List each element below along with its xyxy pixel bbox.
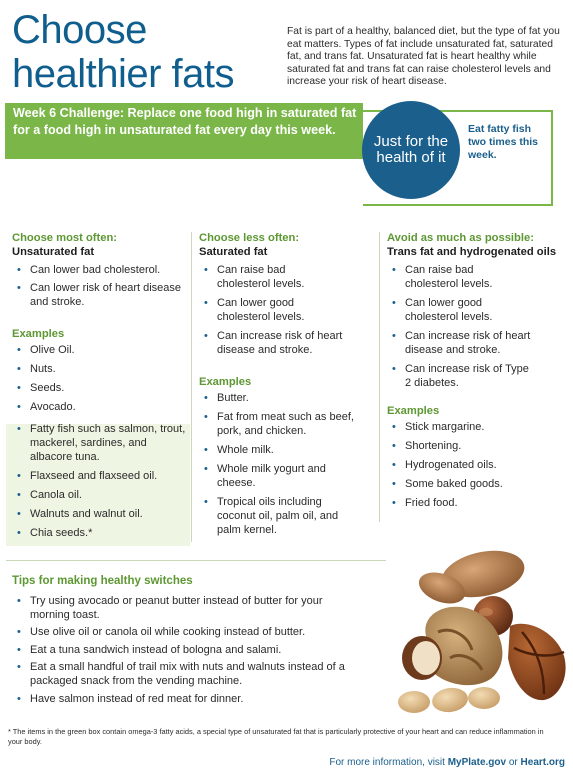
column-subheading: Saturated fat <box>199 246 268 258</box>
pecan-icon <box>508 624 566 700</box>
bullet-icon: • <box>17 626 21 639</box>
list-item: • Some baked goods. <box>392 478 503 490</box>
benefit-list <box>387 263 547 390</box>
list-item: • Fried food. <box>392 497 458 509</box>
examples-list <box>199 391 359 537</box>
bullet-icon: • <box>17 470 21 482</box>
health-badge <box>362 101 460 199</box>
list-item: • Use olive oil or canola oil while cooking instead of butter. <box>17 626 306 639</box>
intro-paragraph: Fat is part of a healthy, balanced diet, but the type of fat you eat matters. Types of fat include unsaturated fat, saturated fat, and trans fat. Unsaturated fat is heart healthy while saturated fat and trans fat can raise cholesterol levels and increase your risk of heart disease. <box>287 26 560 88</box>
bullet-icon: • <box>17 595 21 607</box>
list-item: • Can increase risk of heart disease and stroke. <box>392 330 531 356</box>
bullet-icon: • <box>204 264 208 276</box>
bullet-icon: • <box>392 421 396 433</box>
more-info-line: For more information, visit MyPlate.gov or Heart.org <box>329 757 565 768</box>
list-item: • Eat a small handful of trail mix with nuts and walnuts instead of a packaged snack from the vending machine. <box>17 661 345 687</box>
examples-heading: Examples <box>12 328 65 340</box>
bullet-icon: • <box>392 297 396 309</box>
list-item: • Tropical oils including coconut oil, palm oil, and palm kernel. <box>204 496 339 536</box>
bullet-icon: • <box>204 496 208 508</box>
bullet-icon: • <box>204 297 208 309</box>
bullet-icon: • <box>204 463 208 475</box>
list-item: • Can increase risk of Type 2 diabetes. <box>392 363 529 389</box>
bullet-icon: • <box>204 392 208 404</box>
fish-tip: Eat fatty fish two times this week. <box>468 123 539 161</box>
list-item: • Avocado. <box>17 401 76 413</box>
list-item: • Can lower good cholesterol levels. <box>392 297 493 323</box>
bullet-icon: • <box>17 423 21 435</box>
list-item: • Canola oil. <box>17 489 82 501</box>
nuts-illustration <box>398 540 573 716</box>
examples-list <box>12 343 190 540</box>
tips-list <box>12 595 352 710</box>
list-item: • Try using avocado or peanut butter instead of butter for your morning toast. <box>17 595 323 621</box>
almond-icon <box>415 544 529 610</box>
bullet-icon: • <box>392 330 396 342</box>
list-item: • Olive Oil. <box>17 344 75 356</box>
column-heading: Avoid as much as possible: <box>387 232 534 244</box>
list-item: • Can lower good cholesterol levels. <box>204 297 305 323</box>
examples-list <box>387 420 567 510</box>
bullet-icon: • <box>17 382 21 394</box>
list-item: • Whole milk yogurt and cheese. <box>204 463 326 489</box>
bullet-icon: • <box>392 264 396 276</box>
list-item: • Stick margarine. <box>392 421 485 433</box>
column-saturated <box>199 232 379 542</box>
health-badge-text: Just for the health of it <box>373 133 449 166</box>
list-item: • Can increase risk of heart disease and stroke. <box>204 330 343 356</box>
examples-heading: Examples <box>199 376 252 388</box>
column-heading: Choose most often: <box>12 232 118 244</box>
bullet-icon: • <box>17 282 21 294</box>
column-subheading: Trans fat and hydrogenated oils <box>387 246 557 258</box>
bullet-icon: • <box>392 478 396 490</box>
examples-heading: Examples <box>387 405 440 417</box>
list-item: • Nuts. <box>17 363 56 375</box>
bullet-icon: • <box>17 363 21 375</box>
bullet-icon: • <box>392 440 396 452</box>
list-item: • Chia seeds.* <box>17 527 93 539</box>
bullet-icon: • <box>17 661 21 674</box>
page-title: Choose healthier fats <box>12 8 235 96</box>
bullet-icon: • <box>204 444 208 456</box>
heart-org-link[interactable]: Heart.org <box>520 757 565 768</box>
challenge-banner: Week 6 Challenge: Replace one food high in saturated fat for a food high in unsaturated fat every day this week. <box>5 103 363 159</box>
myplate-link[interactable]: MyPlate.gov <box>447 757 507 768</box>
benefit-list <box>199 263 343 357</box>
bullet-icon: • <box>17 264 21 276</box>
bullet-icon: • <box>17 489 21 501</box>
peanut-icon <box>398 686 500 715</box>
footnote: * The items in the green box contain omega-3 fatty acids, a special type of unsaturated fat that is particularly protective of your heart and can reduce inflammation in your body. <box>8 727 544 746</box>
list-item: • Can lower risk of heart disease and stroke. <box>17 282 182 308</box>
bullet-icon: • <box>17 508 21 520</box>
list-item: • Seeds. <box>17 382 65 394</box>
list-item: • Flaxseed and flaxseed oil. <box>17 470 158 482</box>
column-unsaturated <box>12 232 190 545</box>
section-divider <box>6 560 386 561</box>
list-item: • Can lower bad cholesterol. <box>17 264 161 276</box>
column-trans-fat <box>387 232 567 515</box>
bullet-icon: • <box>204 330 208 342</box>
column-subheading: Unsaturated fat <box>12 246 95 258</box>
bullet-icon: • <box>204 411 208 423</box>
list-item: • Fat from meat such as beef, pork, and chicken. <box>204 411 354 437</box>
list-item: • Whole milk. <box>204 444 274 456</box>
list-item: • Can raise bad cholesterol levels. <box>392 264 493 290</box>
bullet-icon: • <box>392 459 396 471</box>
list-item: • Have salmon instead of red meat for dinner. <box>17 692 244 705</box>
bullet-icon: • <box>17 527 21 539</box>
bullet-icon: • <box>392 363 396 375</box>
bullet-icon: • <box>392 497 396 509</box>
bullet-icon: • <box>17 643 21 656</box>
list-item: • Shortening. <box>392 440 462 452</box>
benefit-list <box>12 263 190 309</box>
list-item: • Can raise bad cholesterol levels. <box>204 264 305 290</box>
list-item: • Fatty fish such as salmon, trout, mackerel, sardines, and albacore tuna. <box>17 423 186 463</box>
bullet-icon: • <box>17 344 21 356</box>
list-item: • Butter. <box>204 392 249 404</box>
tips-heading: Tips for making healthy switches <box>12 575 193 587</box>
column-divider <box>191 232 192 542</box>
bullet-icon: • <box>17 692 21 705</box>
list-item: • Hydrogenated oils. <box>392 459 497 471</box>
list-item: • Walnuts and walnut oil. <box>17 508 143 520</box>
hazelnut-half-icon <box>402 636 442 680</box>
column-heading: Choose less often: <box>199 232 300 244</box>
list-item: • Eat a tuna sandwich instead of bologna and salami. <box>17 643 282 656</box>
bullet-icon: • <box>17 401 21 413</box>
column-divider <box>379 232 380 522</box>
